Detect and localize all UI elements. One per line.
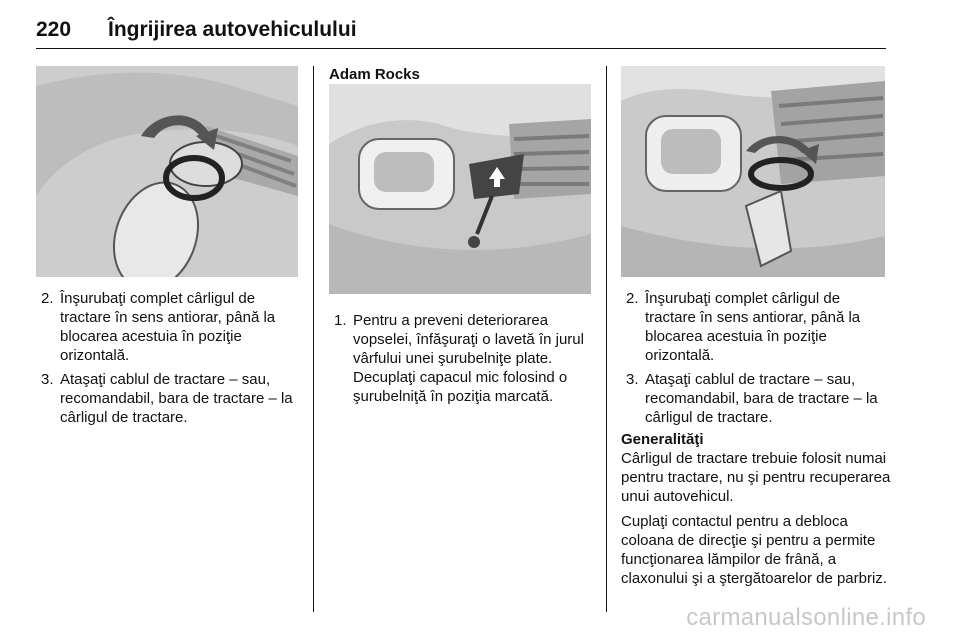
steps-list xyxy=(36,289,298,432)
step-number: 1. xyxy=(334,312,347,329)
cover-removal-figure xyxy=(329,84,591,294)
column-divider xyxy=(606,66,607,612)
step-number: 2. xyxy=(41,290,54,307)
cover-removal-screwdriver-icon xyxy=(329,84,591,294)
step-text: Ataşaţi cablul de tractare – sau, recomandabil, bara de tractare – la cârligul de tractare. xyxy=(645,371,878,426)
list-item xyxy=(329,311,591,406)
watermark: carmanualsonline.info xyxy=(686,604,926,631)
page-header xyxy=(36,14,886,49)
step-text: Înşurubaţi complet cârligul de tractare în sens antiorar, până la blocarea acestuia în poziţie orizontală. xyxy=(60,290,276,364)
general-section xyxy=(621,430,891,594)
step-text: Ataşaţi cablul de tractare – sau, recomandabil, bara de tractare – la cârligul de tractare. xyxy=(60,371,293,426)
tow-hook-installation-icon xyxy=(621,66,885,277)
tow-hook-figure-right xyxy=(621,66,885,277)
column-divider xyxy=(313,66,314,612)
tow-hook-figure-left xyxy=(36,66,298,277)
paragraph: Cuplaţi contactul pentru a debloca coloana de direcţie şi pentru a permite funcţionarea lămpilor de frână, a claxonului şi a ştergătoarelor de parbriz. xyxy=(621,513,887,587)
step-number: 3. xyxy=(41,371,54,388)
list-item xyxy=(36,289,298,365)
step-text: Înşurubaţi complet cârligul de tractare în sens antiorar, până la blocarea acestuia în poziţie orizontală. xyxy=(645,290,861,364)
page-title: Îngrijirea autovehiculului xyxy=(108,18,357,41)
list-item xyxy=(36,370,298,427)
steps-list xyxy=(621,289,885,432)
tow-hook-installation-icon xyxy=(36,66,298,277)
list-item xyxy=(621,370,885,427)
step-number: 2. xyxy=(626,290,639,307)
page-number: 220 xyxy=(36,18,72,41)
step-number: 3. xyxy=(626,371,639,388)
step-text: Pentru a preveni deteriorarea vopselei, înfăşuraţi o lavetă în jurul vârfului unei şurubelniţe plate. Decuplaţi capacul mic folosind o şurubelniţă în poziţia marcată. xyxy=(353,312,584,405)
steps-list xyxy=(329,311,591,411)
section-heading: Generalităţi xyxy=(621,431,704,448)
paragraph: Cârligul de tractare trebuie folosit numai pentru tractare, nu şi pentru recuperarea unui autovehicul. xyxy=(621,450,891,505)
list-item xyxy=(621,289,885,365)
subheading: Adam Rocks xyxy=(329,66,420,83)
